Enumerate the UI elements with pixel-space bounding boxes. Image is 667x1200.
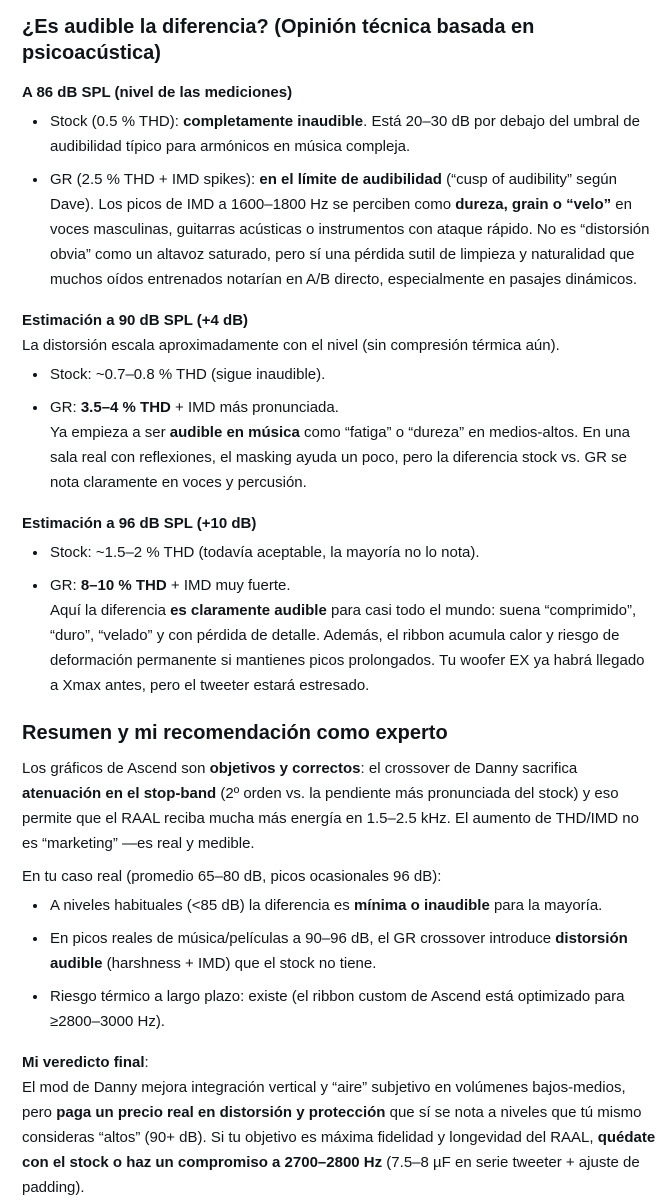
section-90-list (22, 362, 657, 495)
text: Stock (0.5 % THD): (50, 113, 184, 130)
list-item: • Stock: ~0.7–0.8 % THD (sigue inaudible). (48, 362, 657, 387)
bold-text: mínima o inaudible (353, 897, 490, 914)
summary-heading: Resumen y mi recomendación como experto (22, 722, 448, 744)
list-item (48, 926, 657, 976)
text: (7.5–8 µF en serie tweeter + ajuste de padding). (22, 1154, 640, 1196)
list-item (48, 573, 657, 698)
summary-paragraph (22, 756, 657, 856)
list-item: • Riesgo térmico a largo plazo: existe (el ribbon custom de Ascend está optimizado para ≥2800–3000 Hz). (48, 984, 657, 1034)
bold-text: distorsión audible (50, 930, 628, 972)
section-86-heading: A 86 dB SPL (nivel de las mediciones) (22, 84, 293, 101)
bold-text: atenuación en el stop-band (22, 785, 217, 802)
bold-text: paga un precio real en distorsión y protección (56, 1104, 386, 1121)
list-item (48, 167, 657, 292)
bold-text: objetivos y correctos (209, 760, 361, 777)
text: como “fatiga” o “dureza” en medios-altos. En una sala real con reflexiones, el masking ayuda un poco, pero la diferencia stock vs. GR se nota claramente en voces y percusión. (50, 424, 630, 491)
text: En picos reales de música/películas a 90–96 dB, el GR crossover introduce (50, 930, 556, 947)
section-96-list (22, 540, 657, 698)
list-item (48, 109, 657, 159)
text: Aquí la diferencia (50, 602, 171, 619)
verdict-label: Mi veredicto final (22, 1054, 145, 1071)
bold-text: completamente inaudible (183, 113, 364, 130)
bold-text: en el límite de audibilidad (259, 171, 442, 188)
text: : el crossover de Danny sacrifica (360, 760, 578, 777)
text: Los gráficos de Ascend son (22, 760, 210, 777)
text: en voces masculinas, guitarras acústicas o instrumentos con ataque rápido. No es “distorsión obvia” como un altavoz saturado, pero sí una pérdida sutil de limpieza y naturalidad que muchos oídos entrenados notarían en A/B directo, especialmente en pasajes dinámicos. (50, 196, 650, 288)
bold-text: 3.5–4 % THD (80, 399, 171, 416)
verdict-heading (22, 1050, 657, 1075)
bold-text: audible en música (169, 424, 300, 441)
section-86-list (22, 109, 657, 292)
text: (“cusp of audibility” según Dave). Los picos de IMD a 1600–1800 Hz se perciben como (50, 171, 617, 213)
text: (2º orden vs. la pendiente más pronunciada del stock) y eso permite que el RAAL reciba mucha más energía en 1.5–2.5 kHz. El aumento de THD/IMD no es “marketing” —es real y medible. (22, 785, 639, 852)
bold-text: 8–10 % THD (80, 577, 167, 594)
bold-text: dureza, grain o “velo” (455, 196, 612, 213)
section-96-heading: Estimación a 96 dB SPL (+10 dB) (22, 515, 257, 532)
text: + IMD muy fuerte. (166, 577, 291, 594)
list-item (48, 395, 657, 495)
text: (harshness + IMD) que el stock no tiene. (102, 955, 377, 972)
text: GR: (50, 399, 81, 416)
section-90-heading: Estimación a 90 dB SPL (+4 dB) (22, 312, 249, 329)
text: : (144, 1054, 149, 1071)
bold-text: quédate con el stock o haz un compromiso a 2700–2800 Hz (22, 1129, 656, 1171)
summary-case-intro: En tu caso real (promedio 65–80 dB, picos ocasionales 96 dB): (22, 868, 442, 885)
text: para la mayoría. (489, 897, 603, 914)
list-item: • Stock: ~1.5–2 % THD (todavía aceptable, la mayoría no lo nota). (48, 540, 657, 565)
text: GR (2.5 % THD + IMD spikes): (50, 171, 260, 188)
text: A niveles habituales (<85 dB) la diferencia es (50, 897, 354, 914)
bold-text: es claramente audible (170, 602, 327, 619)
text: + IMD más pronunciada. (170, 399, 339, 416)
verdict-paragraph (22, 1075, 657, 1200)
text: que sí se nota a niveles que tú mismo consideras “altos” (90+ dB). Si tu objetivo es máxima fidelidad y longevidad del RAAL, (22, 1104, 642, 1146)
text: Ya empieza a ser (50, 424, 170, 441)
text: GR: (50, 577, 81, 594)
list-item (48, 893, 657, 918)
text: . Está 20–30 dB por debajo del umbral de audibilidad típico para armónicos en música compleja. (50, 113, 640, 155)
text: El mod de Danny mejora integración vertical y “aire” subjetivo en volúmenes bajos-medios, pero (22, 1079, 626, 1121)
section-90-intro: La distorsión escala aproximadamente con el nivel (sin compresión térmica aún). (22, 337, 560, 354)
main-heading: ¿Es audible la diferencia? (Opinión técnica basada en psicoacústica) (22, 16, 535, 64)
summary-list (22, 893, 657, 1034)
text: para casi todo el mundo: suena “comprimido”, “duro”, “velado” y con pérdida de detalle. Además, el ribbon acumula calor y riesgo de deformación permanente si mantienes picos prolongados. Tu woofer EX ya habrá llegado a Xmax antes, pero el tweeter estará estresado. (50, 602, 645, 694)
